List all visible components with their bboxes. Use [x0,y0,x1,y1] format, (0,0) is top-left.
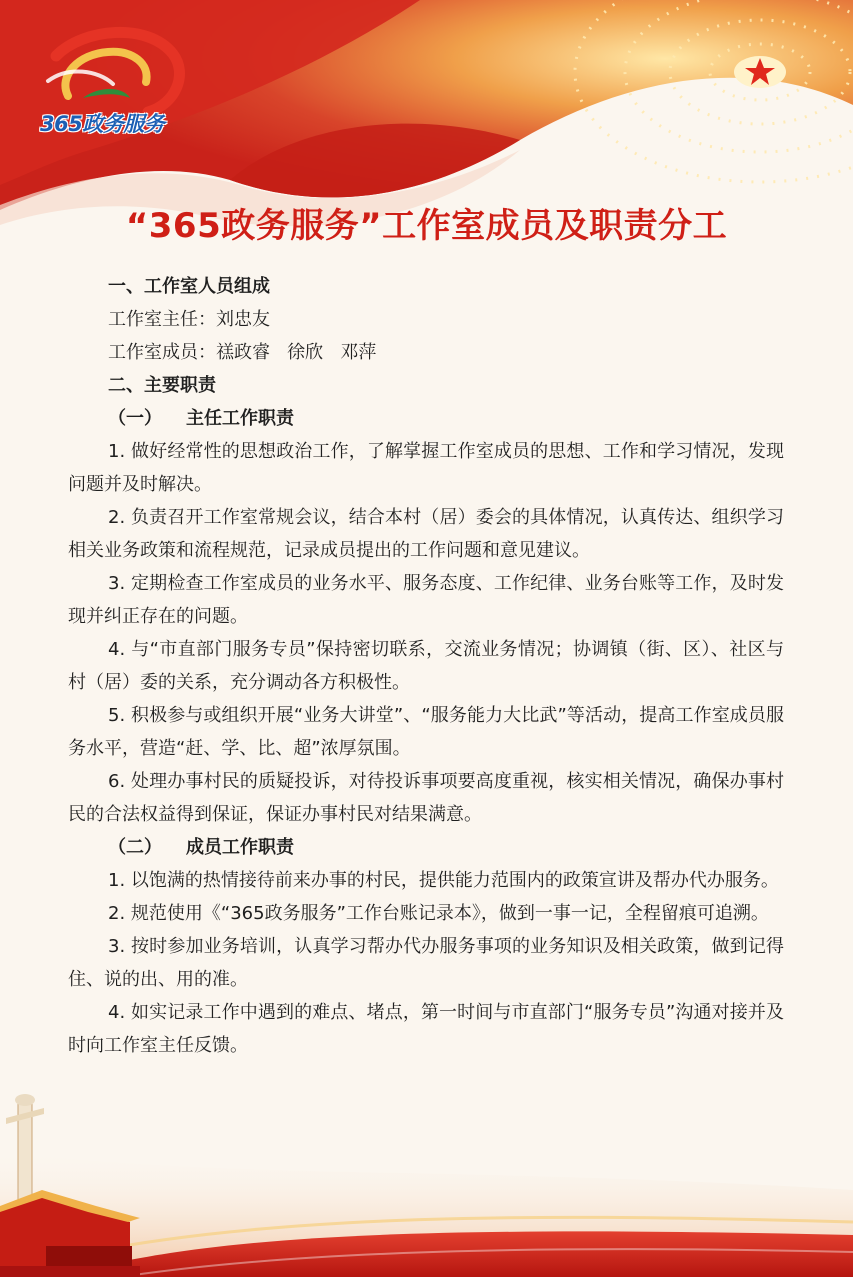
subsection-heading-director [68,402,784,435]
page-title: “365政务服务”工作室成员及职责分工 [125,206,728,246]
members-label: 工作室成员： [108,342,216,363]
subsection-number: （一） [108,408,162,429]
director-name: 刘忠友 [216,309,270,330]
subsection-heading-member [68,831,784,864]
duty-item: 2. 规范使用《“365政务服务”工作台账记录本》，做到一事一记，全程留痕可追溯。 [108,903,769,924]
subsection-number: （二） [108,837,162,858]
members-row [68,336,784,369]
subsection-title: 成员工作职责 [186,837,294,858]
logo-text: 365政务服务 [40,112,165,136]
document-body [68,270,784,1062]
duty-item: 6. 处理办事村民的质疑投诉，对待投诉事项要高度重视，核实相关情况，确保办事村民的合法权益得到保证，保证办事村民对结果满意。 [68,771,784,825]
duty-item: 4. 与“市直部门服务专员”保持密切联系，交流业务情况；协调镇（街、区）、社区与村（居）委的关系，充分调动各方积极性。 [68,639,784,693]
member-name: 禚政睿 [216,342,270,363]
duty-item: 2. 负责召开工作室常规会议，结合本村（居）委会的具体情况，认真传达、组织学习相关业务政策和流程规范，记录成员提出的工作问题和意见建议。 [68,507,784,561]
director-row [68,303,784,336]
member-name: 邓萍 [340,342,377,363]
duty-item: 1. 以饱满的热情接待前来办事的村民，提供能力范围内的政策宣讲及帮办代办服务。 [108,870,779,891]
member-name: 徐欣 [287,342,324,363]
section-heading-composition: 一、工作室人员组成 [108,276,270,297]
section-heading-duties: 二、主要职责 [108,375,216,396]
duty-item: 1. 做好经常性的思想政治工作，了解掌握工作室成员的思想、工作和学习情况，发现问题并及时解决。 [68,441,784,495]
subsection-title: 主任工作职责 [186,408,294,429]
duty-item: 3. 按时参加业务培训，认真学习帮办代办服务事项的业务知识及相关政策，做到记得住、说的出、用的准。 [68,936,784,990]
duty-item: 3. 定期检查工作室成员的业务水平、服务态度、工作纪律、业务台账等工作，及时发现并纠正存在的问题。 [68,573,784,627]
duty-item: 4. 如实记录工作中遇到的难点、堵点，第一时间与市直部门“服务专员”沟通对接并及时向工作室主任反馈。 [68,1002,784,1056]
duty-item: 5. 积极参与或组织开展“业务大讲堂”、“服务能力大比武”等活动，提高工作室成员服务水平，营造“赶、学、比、超”浓厚氛围。 [68,705,784,759]
director-label: 工作室主任： [108,309,216,330]
